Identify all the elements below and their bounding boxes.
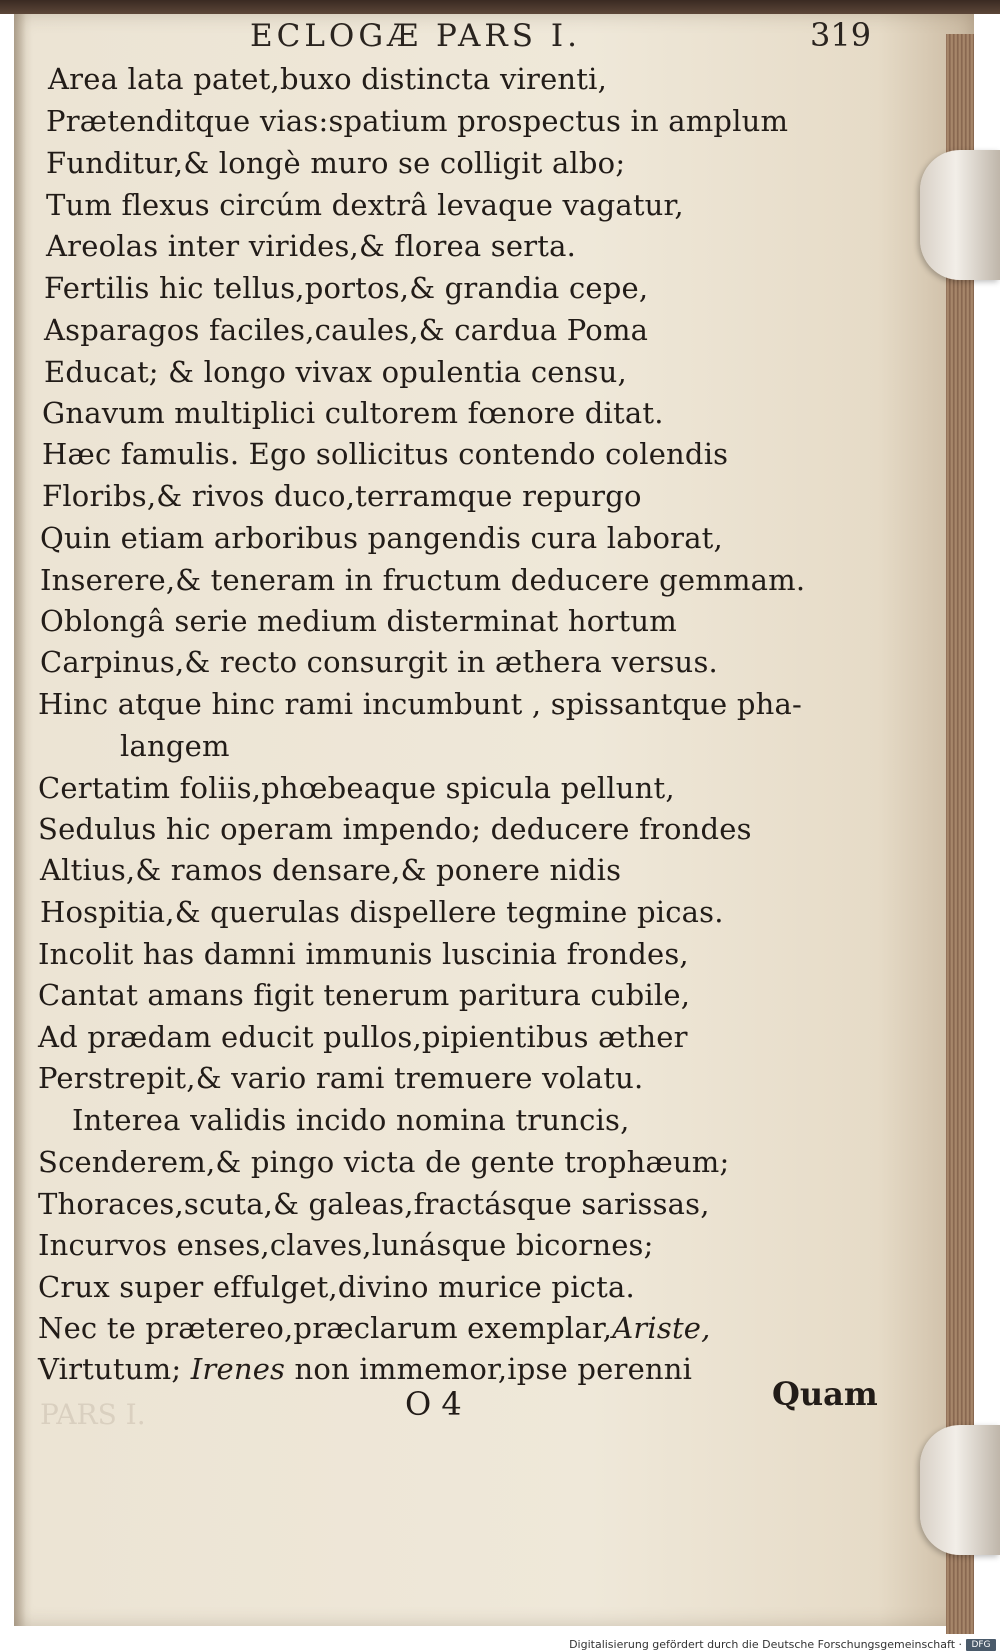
verse-line-turnover: langem	[120, 729, 230, 763]
italic-name-ariste: Ariste,	[612, 1311, 711, 1345]
gutter-shadow	[14, 14, 26, 1626]
verse-line: Tum flexus circúm dextrâ levaque vagatur,	[46, 188, 684, 222]
dfg-logo: DFG	[966, 1639, 996, 1651]
page-number: 319	[810, 16, 872, 54]
verse-text-tail: non immemor,ipse perenni	[285, 1352, 693, 1386]
verse-line: Educat; & longo vivax opulentia censu,	[44, 355, 627, 389]
verse-line: Sedulus hic operam impendo; deducere frondes	[38, 812, 752, 846]
verse-line: Funditur,& longè muro se colligit albo;	[46, 146, 626, 180]
verse-line: Inserere,& teneram in fructum deducere gemmam.	[40, 563, 806, 597]
digitization-credit: Digitalisierung gefördert durch die Deutsche Forschungsgemeinschaft ·	[569, 1638, 962, 1651]
verse-line: Gnavum multiplici cultorem fœnore ditat.	[42, 396, 664, 430]
running-head: ECLOGÆ PARS I.	[250, 18, 581, 54]
signature-mark: O 4	[405, 1385, 462, 1423]
verse-line: Fertilis hic tellus,portos,& grandia cepe,	[44, 271, 649, 305]
verse-line: Thoraces,scuta,& galeas,fractásque sarissas,	[38, 1187, 710, 1221]
verse-line: Quin etiam arboribus pangendis cura laborat,	[40, 521, 723, 555]
verse-line: Perstrepit,& vario rami tremuere volatu.	[38, 1061, 644, 1095]
verse-line: Carpinus,& recto consurgit in æthera versus.	[40, 645, 718, 679]
verse-line: Incurvos enses,claves,lunásque bicornes;	[38, 1228, 654, 1262]
verse-line: Prætenditque vias:spatium prospectus in amplum	[46, 104, 789, 138]
verse-line-indented: Interea validis incido nomina truncis,	[72, 1103, 630, 1137]
verse-line: Hæc famulis. Ego sollicitus contendo colendis	[42, 437, 729, 471]
catchword: Quam	[772, 1375, 878, 1413]
verse-text: Virtutum;	[38, 1352, 191, 1386]
verse-line: Certatim foliis,phœbeaque spicula pellunt,	[38, 771, 675, 805]
verse-line-with-italic	[38, 1352, 692, 1386]
verse-line-with-italic	[38, 1311, 711, 1345]
verse-line: Altius,& ramos densare,& ponere nidis	[40, 853, 622, 887]
verse-line: Ad prædam educit pullos,pipientibus æther	[38, 1020, 688, 1054]
italic-name-irenes: Irenes	[190, 1352, 286, 1386]
verse-line: Asparagos faciles,caules,& cardua Poma	[44, 313, 649, 347]
verse-text: Nec te prætereo,præclarum exemplar,	[38, 1311, 613, 1345]
verse-line: Cantat amans figit tenerum paritura cubile,	[38, 978, 691, 1012]
verse-line: Oblongâ serie medium disterminat hortum	[40, 604, 677, 638]
verse-line: Hospitia,& querulas dispellere tegmine picas.	[40, 895, 724, 929]
verse-line: Areolas inter virides,& florea serta.	[46, 229, 577, 263]
verse-line: Area lata patet,buxo distincta virenti,	[48, 62, 608, 96]
verse-line: Hinc atque hinc rami incumbunt , spissantque pha-	[38, 687, 802, 721]
show-through-text: PARS I.	[40, 1398, 146, 1431]
verse-line: Incolit has damni immunis luscinia frondes,	[38, 937, 689, 971]
clip-tab-lower	[920, 1425, 1000, 1555]
clip-tab-upper	[920, 150, 1000, 280]
verse-line: Floribs,& rivos duco,terramque repurgo	[42, 479, 642, 513]
verse-line: Crux super effulget,divino murice picta.	[38, 1270, 635, 1304]
verse-line: Scenderem,& pingo victa de gente trophæum;	[38, 1145, 730, 1179]
